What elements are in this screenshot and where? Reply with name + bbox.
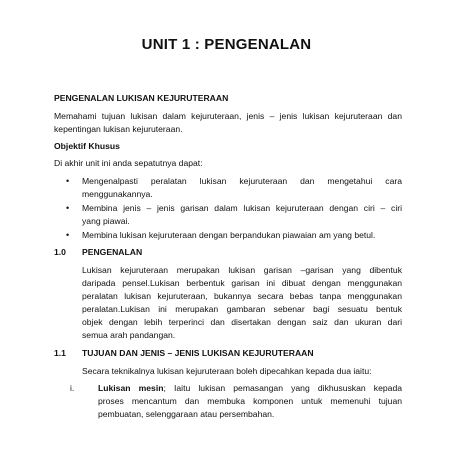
item-term: Lukisan mesin	[98, 383, 164, 393]
item-first-rest: ; Iaitu lukisan pemasangan yang dikhususkan kepada	[163, 383, 402, 393]
section-heading: PENGENALAN LUKISAN KEJURUTERAAN	[54, 93, 229, 103]
objektif-intro: Di akhir unit ini anda sepatutnya dapat:	[54, 158, 203, 168]
section-1-1-item-line-1	[98, 382, 402, 395]
section-1-1-item-marker: i.	[70, 383, 75, 393]
unit-title: UNIT 1 : PENGENALAN	[141, 36, 312, 53]
bullet-1-line-2: menggunakannya.	[82, 189, 153, 199]
section-1-0-line-5: objek dengan lebih terperinci dan disertakan dengan saiz dan ukuran dari	[82, 317, 402, 327]
intro-line-2: kepentingan lukisan kejuruteraan.	[54, 124, 183, 134]
section-1-1-item-line-3: pembuatan, selenggaraan atau persembahan.	[98, 409, 275, 419]
section-1-1-title: TUJUAN DAN JENIS – JENIS LUKISAN KEJURUTERAAN	[82, 348, 314, 358]
bullet-dot-1: •	[66, 176, 70, 186]
objektif-heading: Objektif Khusus	[54, 141, 120, 151]
section-1-1-item-line-2: proses mencantum dan membuka komponen untuk memenuhi tujuan	[98, 396, 402, 406]
intro-line-1: Memahami tujuan lukisan dalam kejuruteraan, jenis – jenis lukisan kejuruteraan dan	[54, 111, 402, 121]
section-1-0-line-4: peralatan.Lukisan ini merupakan gambaran sebenar bagi sesuatu bentuk	[82, 304, 402, 314]
bullet-1-line-1: Mengenalpasti peralatan lukisan kejuruteraan dan mengetahui cara	[82, 176, 402, 186]
section-1-0-number: 1.0	[54, 247, 66, 257]
bullet-2-line-1: Membina jenis – jenis garisan dalam lukisan kejuruteraan dengan ciri – ciri	[82, 203, 402, 213]
section-1-0-line-1: Lukisan kejuruteraan merupakan lukisan garisan –garisan yang dibentuk	[82, 265, 402, 275]
bullet-dot-3: •	[66, 230, 70, 240]
section-1-0-line-6: semua arah pandangan.	[82, 330, 176, 340]
bullet-3-line-1: Membina lukisan kejuruteraan dengan berpandukan piawaian am yang betul.	[82, 230, 376, 240]
section-1-1-number: 1.1	[54, 348, 66, 358]
section-1-0-line-3: peralatan lukisan kejuruteraan, bukannya secara bebas tanpa menggunakan	[82, 291, 402, 301]
section-1-0-line-2: daripada pensel.Lukisan berbentuk garisan ini dibuat dengan menggunakan	[82, 278, 402, 288]
section-1-1-intro: Secara teknikalnya lukisan kejuruteraan boleh dipecahkan kepada dua iaitu:	[82, 366, 372, 376]
section-1-0-title: PENGENALAN	[82, 247, 143, 257]
bullet-dot-2: •	[66, 203, 70, 213]
bullet-2-line-2: yang piawai.	[82, 216, 130, 226]
